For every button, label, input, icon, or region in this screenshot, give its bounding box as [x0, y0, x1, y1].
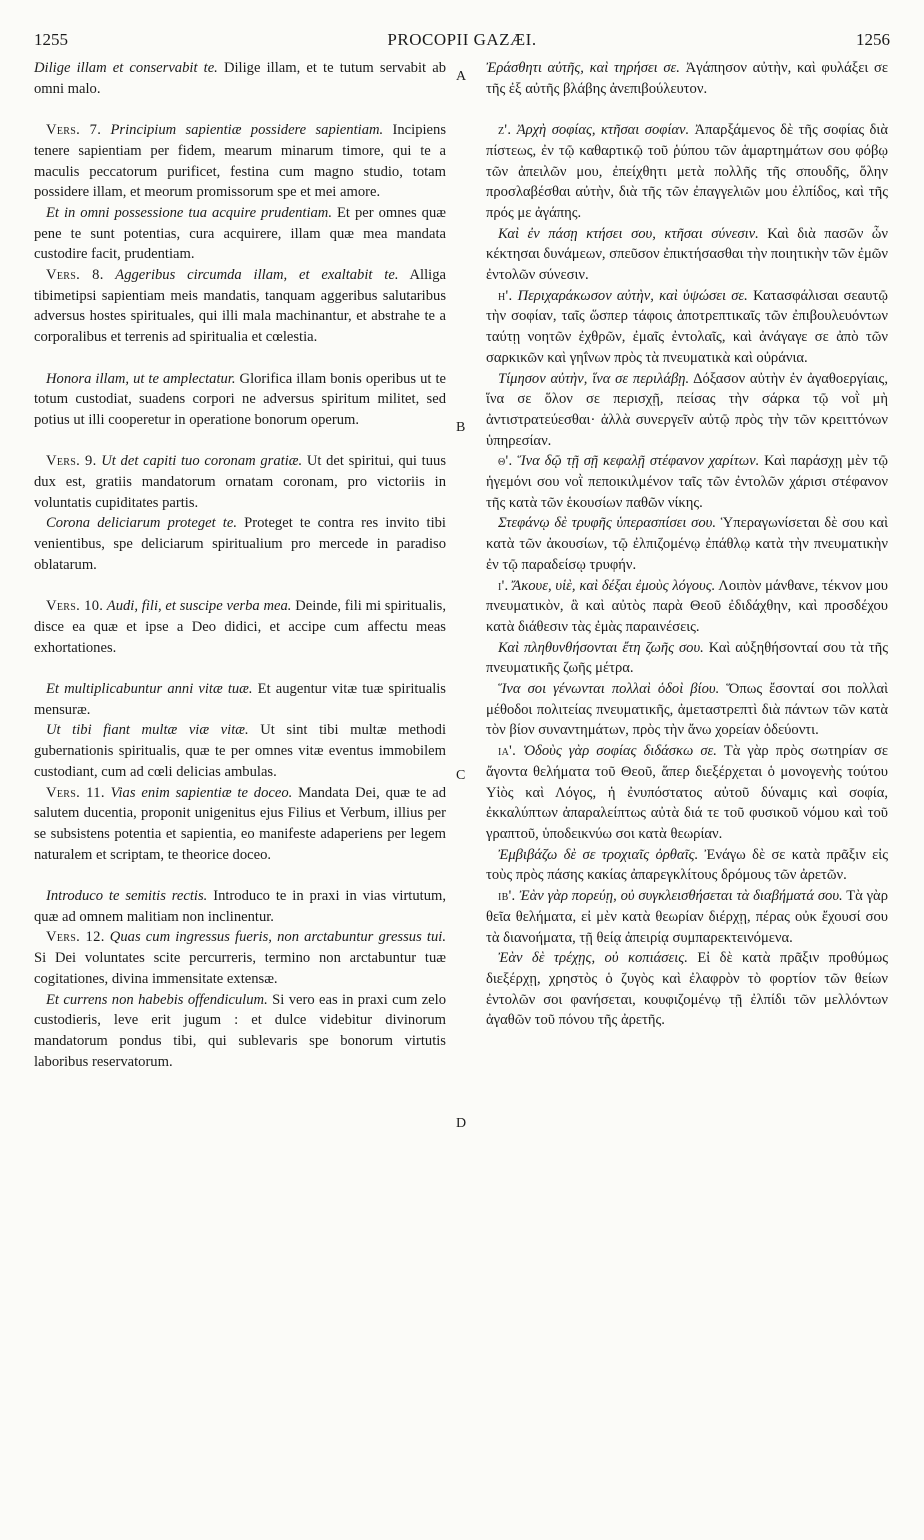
scripture-lemma: Quas cum ingressus fueris, non arctabuntur gressus tui. [104, 929, 446, 946]
latin-paragraph [34, 720, 446, 782]
greek-paragraph [486, 369, 888, 452]
commentary-text: Proteget te contra res invito tibi venientibus, spe deliciarum spiritualium pro mercede in paradiso oblatarum. [34, 515, 446, 573]
greek-paragraph [486, 679, 888, 741]
latin-paragraph [34, 596, 446, 658]
column-number-right: 1256 [856, 30, 890, 49]
scripture-lemma: Ἐμβιβάζω δὲ σε τροχιαῖς ὀρθαῖς. [498, 846, 699, 863]
commentary-text: Incipiens tenere sapientiam per fidem, mearum minarum timore, qui te a maculis peccatorum purificet, festina cum magno studio, totam possidere illam, et meorum promissorum spe et mei amore. [34, 122, 446, 201]
margin-letter-c: C [456, 768, 466, 783]
scripture-lemma: Στεφάνῳ δὲ τρυφῆς ὑπερασπίσει σου. [498, 515, 717, 532]
commentary-text: Καὶ αὐξηθήσονταί σου τὰ τῆς πνευματικῆς ζωῆς μέτρα. [486, 639, 888, 677]
commentary-text: Ut det spiritui, qui tuus dux est, gratiis mandatorum ornatam coronam, pro victoriis in voluntatis cupiditates partis. [34, 453, 446, 511]
greek-paragraph [486, 948, 888, 1031]
latin-paragraph [34, 679, 446, 720]
greek-paragraph [486, 58, 888, 99]
commentary-text: Glorifica illam bonis operibus ut te totum custodiat, suadens corpori ne adversus spiritum militet, sed potius ut illi cooperetur in operatione bonorum operum. [34, 370, 447, 428]
verse-number: Vers. 10. [46, 598, 104, 615]
scripture-lemma: Τίμησον αὐτὴν, ἵνα σε περιλάβῃ. [498, 370, 690, 387]
scripture-lemma: Vias enim sapientiæ te doceo. [104, 784, 293, 801]
scripture-lemma: Corona deliciarum proteget te. [46, 515, 237, 532]
verse-number: η'. [498, 287, 513, 304]
scripture-lemma: Et in omni possessione tua acquire prudentiam. [46, 204, 332, 221]
latin-paragraph [34, 58, 446, 99]
latin-paragraph [34, 513, 446, 575]
verse-number: Vers. 11. [46, 784, 105, 801]
latin-paragraph [34, 927, 446, 989]
verse-number: θ'. [498, 453, 513, 470]
greek-paragraph [486, 286, 888, 369]
scripture-lemma: Ut det capiti tuo coronam gratiæ. [96, 453, 303, 470]
latin-column [34, 58, 446, 1072]
greek-paragraph [486, 513, 888, 575]
scripture-lemma: Ὁδοὺς γὰρ σοφίας διδάσκω σε. [516, 743, 717, 760]
scripture-lemma: Honora illam, ut te amplectatur. [46, 370, 236, 387]
scripture-lemma: Et multiplicabuntur anni vitæ tuæ. [46, 681, 253, 698]
latin-paragraph [34, 120, 446, 203]
commentary-text: Si Dei voluntates scite percurreris, termino non arctabuntur tuæ cogitationes, divina immensitate extensæ. [34, 950, 446, 987]
latin-paragraph [34, 265, 446, 348]
commentary-text: Et per omnes quæ pene te sunt potentias, cura acquirere, illam quæ mea mandata custodire facit, prudentiam. [34, 204, 446, 263]
greek-paragraph [486, 741, 888, 845]
commentary-text: Mandata Dei, quæ te ad salutem ducentia, proponit unigenitus ejus Filius et Verbum, illius per se subsistens potentia et sapientia, eo manifeste adaperiens per legem naturalem et scriptam, te theorice doceo. [34, 784, 447, 863]
commentary-text: Τὰ γὰρ πρὸς σωτηρίαν σε ἄγοντα θελήματα τοῦ Θεοῦ, ἅπερ διεξέρχεται ὁ μονογενὴς τούτου Υἱὸς καὶ Λόγος, ἡ ἐνυπόστατος αὐτοῦ δύναμις καὶ σοφία, ἐκκαλύπτων ἀπαραλείπτως αὐτὰ διά τε τοῦ φυσικοῦ νόμου καὶ τοῦ γραπτοῦ, ὑποδεικνύω σοι κατὰ θεωρίαν. [486, 743, 888, 842]
scripture-lemma: Ἵνα δῷ τῇ σῇ κεφαλῇ στέφανον χαρίτων. [512, 453, 760, 470]
verse-number: ι'. [498, 577, 509, 594]
commentary-text: Alliga tibimetipsi sapientiam meis mandatis, tanquam aggeribus salutaribus adversus hostes spirituales, qui illi mala machinantur, et abstrahe te a corporalibus et terrenis ad spiritualia et cœlestia. [34, 267, 446, 346]
greek-paragraph [486, 576, 888, 638]
verse-number: Vers. 9. [46, 453, 97, 470]
verse-number: ιβ'. [498, 888, 516, 905]
latin-paragraph [34, 203, 446, 265]
scripture-lemma: Dilige illam et conservabit te. [34, 60, 218, 76]
margin-letter-b: B [456, 420, 466, 435]
scripture-lemma: Περιχαράκωσον αὐτὴν, καὶ ὑψώσει σε. [512, 287, 748, 304]
verse-number: Vers. 12. [46, 929, 105, 946]
commentary-text: Λοιπὸν μάνθανε, τέκνον μου πνευματικὸν, ἃ καὶ αὐτὸς παρὰ Θεοῦ ἐδιδάχθην, καὶ προσδέχου κατὰ διάθεσιν τὰς ἐμὰς παραινέσεις. [486, 577, 889, 635]
commentary-text: Ut sint tibi multæ methodi gubernationis spiritualis, quæ te per omnes vitæ eventus immobilem custodiant, cum ad cœli delicias ambulas. [34, 722, 447, 780]
commentary-text: Et augentur vitæ tuæ spiritualis mensuræ. [34, 681, 446, 718]
commentary-text: Ὑπεραγωνίσεται δὲ σου καὶ κατὰ τῶν ἀκουσίων, τῷ ἐλπιζομένῳ ἐπάθλῳ κατὰ τὴν πνευματικὴν ἐν τῷ παραδείσῳ τρυφήν. [486, 515, 888, 573]
margin-letter-a: A [456, 69, 467, 84]
greek-paragraph [486, 845, 888, 886]
scripture-lemma: Ἄκουε, υἱὲ, καὶ δέξαι ἐμοὺς λόγους. [508, 577, 716, 594]
commentary-text: Καὶ διὰ πασῶν ὧν κέκτησαι δυνάμεων, σπεῦσον ἐπικτήσασθαι τὴν ποιητικὴν τῶν ἐμῶν ἐντολῶν σύνεσιν. [486, 225, 889, 284]
margin-letter-d: D [456, 1116, 467, 1131]
latin-paragraph [34, 990, 446, 1073]
scripture-lemma: Καὶ ἐν πάσῃ κτήσει σου, κτῆσαι σύνεσιν. [498, 225, 759, 242]
scripture-lemma: Ἐὰν γὰρ πορεύῃ, οὐ συγκλεισθήσεται τὰ διαβήματά σου. [515, 888, 843, 905]
scripture-lemma: Ἵνα σοι γένωνται πολλαὶ ὁδοὶ βίου. [498, 681, 720, 698]
verse-number: ζ'. [498, 122, 512, 139]
commentary-text: Δόξασον αὐτὴν ἐν ἀγαθοεργίαις, ἵνα σε ὅλον σε περισχῇ, πείσας τὴν σάρκα τῷ νοῒ μὴ ἀντιστρατεύεσθαι· ἀλλὰ συνεργεῖν αὐτῷ πρὸς τὴν τῶν κρειττόνων ὑπηρεσίαν. [486, 370, 888, 449]
commentary-text: Ἐνάγω δὲ σε κατὰ πρᾶξιν εἰς τοὺς πρὸς πάσης κακίας ἀπαρεγκλίτους δρόμους τῶν ἀρετῶν. [486, 846, 888, 884]
commentary-text: Εἰ δὲ κατὰ πρᾶξιν προθύμως διεξέρχῃ, χρηστὸς ὁ ζυγὸς καὶ ἐλαφρὸν τὸ φορτίον τῶν θείων ἐντολῶν σοι φανήσεται, κουφιζομένῳ τῇ ἐλπίδι τῶν μελλόντων ἀγαθῶν τοῦ πόνου τῆς ἀρετῆς. [486, 950, 888, 1029]
commentary-text: Dilige illam, et te tutum servabit ab omni malo. [34, 60, 446, 97]
commentary-text: Τὰ γὰρ θεῖα θελήματα, εἰ μὲν κατὰ θεωρίαν διέρχῃ, πέρας οὐκ ἔχουσί σου τὰ διανοήματα, τῇ θείᾳ ἀπειρίᾳ συμπαρεκτεινόμενα. [486, 888, 888, 946]
greek-column [486, 58, 888, 1031]
scripture-lemma: Et currens non habebis offendiculum. [46, 991, 268, 1008]
page-header [34, 30, 890, 54]
latin-paragraph [34, 783, 446, 866]
commentary-text: Deinde, fili mi spiritualis, disce ea quæ et ipse a Deo didici, et accipe cum affectu meas exhortationes. [34, 598, 447, 656]
scripture-lemma: Ἐὰν δὲ τρέχῃς, οὐ κοπιάσεις. [498, 950, 688, 967]
running-title: PROCOPII GAZÆI. [387, 30, 537, 49]
greek-paragraph [486, 120, 888, 224]
commentary-text: Ἀγάπησον αὐτὴν, καὶ φυλάξει σε τῆς ἐξ αὐτῆς βλάβης ἀνεπιβούλευτον. [486, 60, 888, 97]
scripture-lemma: Ἐράσθητι αὐτῆς, καὶ τηρήσει σε. [486, 60, 680, 76]
greek-paragraph [486, 451, 888, 513]
scripture-lemma: Καὶ πληθυνθήσονται ἔτη ζωῆς σου. [498, 639, 704, 656]
scripture-lemma: Aggeribus circumda illam, et exaltabit te. [103, 267, 399, 284]
greek-paragraph [486, 638, 888, 679]
column-number-left: 1255 [34, 30, 68, 49]
verse-number: Vers. 7. [46, 122, 102, 139]
scripture-lemma: Ut tibi fiant multæ viæ vitæ. [46, 722, 249, 739]
commentary-text: Introduco te in praxi in vias virtutum, quæ ad omnem malitiam non inclinentur. [34, 888, 447, 925]
scripture-lemma: Introduco te semitis rectis. [46, 888, 208, 905]
commentary-text: Κατασφάλισαι σεαυτῷ τὴν σοφίαν, ταῖς ὥσπερ τάφοις ἀποτρεπτικαῖς τῶν ἐπιβουλευόντων ταύτῃ νοητῶν ἐχθρῶν, ἐμαῖς ἐντολαῖς, καὶ ἀνάγαγε σε ἀπὸ τῶν σαρκικῶν καὶ γηΐνων πρὸς τὰ πνευματικὰ καὶ οὐράνια. [486, 287, 888, 366]
scripture-lemma: Audi, fili, et suscipe verba mea. [103, 598, 292, 615]
greek-paragraph [486, 224, 888, 286]
commentary-text: Si vero eas in praxi cum zelo custodieris, leve erit jugum : et dulce videbitur divinorum mandatorum pondus tibi, qui sublevaris spe bonorum virtutis laboribus reservatorum. [34, 991, 446, 1070]
verse-number: ια'. [498, 743, 517, 760]
latin-paragraph [34, 886, 446, 927]
commentary-text: Ἀπαρξάμενος δὲ τῆς σοφίας διὰ πίστεως, ἐν τῷ καθαρτικῷ τοῦ ῥύπου τῶν ἁμαρτημάτων σου φόβῳ τῶν ἀπειλῶν μου, ἐπείχθητι μετὰ πολλῆς τῆς σπουδῆς, ὅλην προσλαβέσθαι αὐτὴν, διὰ τῆς τῶν ἐπαγγελιῶν μου ἐλπίδος, καὶ τῆς πρός με ἀγάπης. [486, 122, 888, 221]
commentary-text: Ὅπως ἔσονταί σοι πολλαὶ μέθοδοι πολιτείας πνευματικῆς, ἀμεταστρεπτὶ διὰ πάντων τῶν κατὰ τὸν βίον συναντημάτων, πρὸς τὴν ἄνω χορείαν ὁδεύοντι. [486, 681, 889, 739]
greek-paragraph [486, 886, 888, 948]
verse-number: Vers. 8. [46, 267, 104, 284]
scripture-lemma: Principium sapientiæ possidere sapientiam. [101, 122, 384, 139]
scripture-lemma: Ἀρχὴ σοφίας, κτῆσαι σοφίαν. [511, 122, 690, 139]
latin-paragraph [34, 451, 446, 513]
latin-paragraph [34, 369, 446, 431]
commentary-text: Καὶ παράσχῃ μὲν τῷ ἡγεμόνι σου νοῒ πεποικιλμένον ταῖς τῶν ἐντολῶν χάρισι στέφανον τῆς κατὰ τῶν ἑκουσίων παθῶν νίκης. [486, 453, 889, 511]
